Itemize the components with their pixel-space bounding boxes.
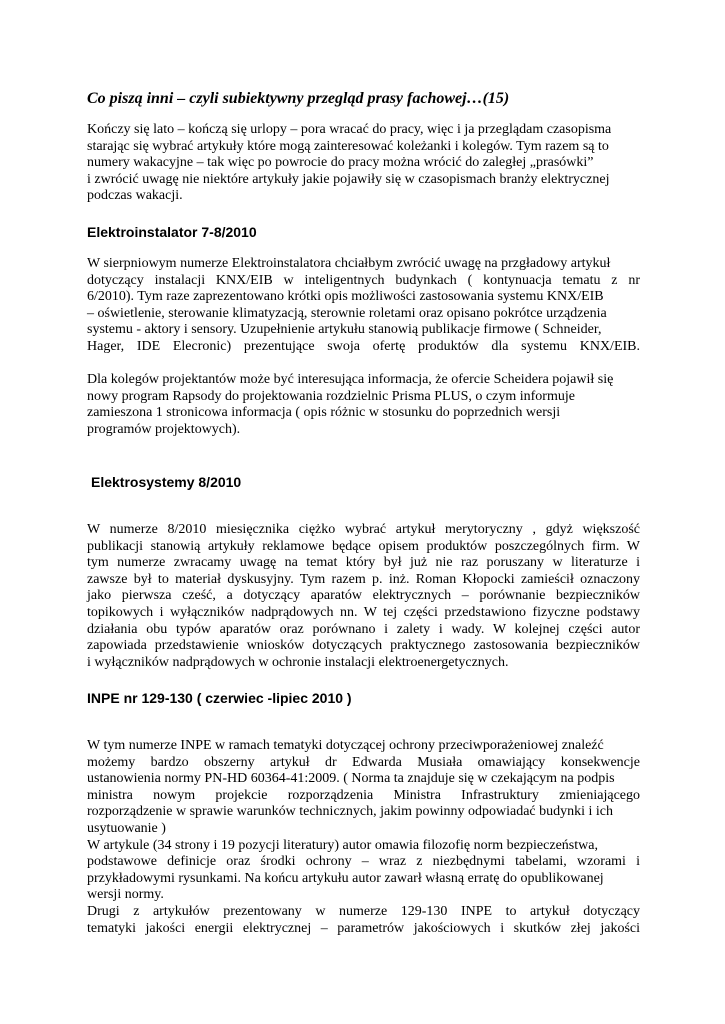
section-heading-inpe: INPE nr 129-130 ( czerwiec -lipiec 2010 ) xyxy=(87,690,352,706)
paragraph-line: i wyłączników nadprądowych w ochronie instalacji elektroenergetycznych. xyxy=(87,654,509,670)
paragraph-line: programów projektowych). xyxy=(87,421,241,437)
inpe-paragraph-2 xyxy=(87,838,640,904)
paragraph-line: Dla kolegów projektantów może być interesująca informacja, że ofercie Scheidera pojawił się xyxy=(87,372,614,387)
paragraph-line: dotyczący instalacji KNX/EIB w inteligentnych budynkach ( kontynuacja tematu z nr xyxy=(87,272,640,288)
page-title: Co piszą inni – czyli subiektywny przegląd prasy fachowej…(15) xyxy=(87,90,510,107)
paragraph-line: publikacji stanowią artykuły reklamowe będące opisem produktów poszczególnych firm. W xyxy=(87,538,640,554)
paragraph-line: systemu - aktory i sensory. Uzupełnienie artykułu stanowią publikacje firmowe ( Schneider, xyxy=(87,322,602,338)
paragraph-line: jako pierwsza cześć, a dotyczący aparatów elektrycznych – porównanie bezpieczników xyxy=(87,588,640,604)
section-heading-elektrosystemy: Elektrosystemy 8/2010 xyxy=(91,474,242,490)
paragraph-line: zapowiada przedstawienie wniosków dotyczących praktycznego zastosowania bezpieczników xyxy=(87,638,640,654)
paragraph-line: podstawowe definicje oraz środki ochrony – wraz z niezbędnymi tabelami, wzorami i xyxy=(87,854,640,870)
intro-line: starając się wybrać artykuły które mogą zainteresować koleżanki i kolegów. Tym razem są to xyxy=(87,138,609,154)
paragraph-line: zawsze był to materiał dyskusyjny. Tym razem p. inż. Roman Kłopocki zamieścił oznaczony xyxy=(87,571,640,587)
paragraph-line: tym numerze zwracamy uwagę na temat który był już nie raz poruszany w literaturze i xyxy=(87,555,640,571)
inpe-paragraph-1 xyxy=(87,738,640,838)
paragraph-line: działania obu typów aparatów oraz porównano i zalety i wady. W kolejnej części autor xyxy=(87,621,640,637)
paragraph-line: topikowych i wyłączników nadprądowych nn. W tej części przedstawiono fizyczne podstawy xyxy=(87,604,640,620)
paragraph-line: 6/2010). Tym raze zaprezentowano krótki opis możliwości zastosowania systemu KNX/EIB xyxy=(87,289,604,305)
paragraph-line: W sierpniowym numerze Elektroinstalatora chciałbym zwrócić uwagę na przgładowy artykuł xyxy=(87,256,611,271)
paragraph-line: Drugi z artykułów prezentowany w numerze 129-130 INPE to artykuł dotyczący xyxy=(87,904,640,919)
intro-line: numery wakacyjne – tak więc po powrocie do pracy można wrócić do zaległej „prasówki” xyxy=(87,155,594,171)
section-heading-elektroinstalator: Elektroinstalator 7-8/2010 xyxy=(87,224,257,240)
paragraph-line: zamieszona 1 stronicowa informacja ( opis różnic w stosunku do poprzednich wersji xyxy=(87,405,561,421)
paragraph-line: rozporządzenie w sprawie warunków technicznych, jakim powinny odpowiadać budynki i ich xyxy=(87,804,613,820)
paragraph-line: wersji normy. xyxy=(87,887,164,903)
elektroinstalator-paragraph-2 xyxy=(87,372,640,438)
paragraph-line: W artykule (34 strony i 19 pozycji literatury) autor omawia filozofię norm bezpieczeństwa, xyxy=(87,837,598,853)
paragraph-line: nowy program Rapsody do projektowania rozdzielnic Prisma PLUS, o czym informuje xyxy=(87,388,575,404)
inpe-paragraph-3 xyxy=(87,904,640,937)
elektrosystemy-paragraph xyxy=(87,522,640,671)
intro-line: Kończy się lato – kończą się urlopy – pora wracać do pracy, więc i ja przeglądam czasopisma xyxy=(87,122,612,137)
paragraph-line: W tym numerze INPE w ramach tematyki dotyczącej ochrony przeciwporażeniowej znaleźć xyxy=(87,738,604,753)
intro-line: podczas wakacji. xyxy=(87,188,183,204)
paragraph-line: możemy bardzo obszerny artykuł dr Edwarda Musiała omawiający konsekwencje xyxy=(87,754,640,770)
paragraph-line: przykładowymi rysunkami. Na końcu artykułu autor zawarł własną erratę do opublikowanej xyxy=(87,870,604,886)
paragraph-line: – oświetlenie, sterowanie klimatyzacją, sterownie roletami oraz opisano pokrótce urządzenia xyxy=(87,305,607,321)
elektroinstalator-paragraph-1 xyxy=(87,256,640,356)
paragraph-line: W numerze 8/2010 miesięcznika ciężko wybrać artykuł merytoryczny , gdyż większość xyxy=(87,522,640,537)
paragraph-line: ministra nowym projekcie rozporządzenia Ministra Infrastruktury zmieniającego xyxy=(87,787,640,803)
paragraph-line: usytuowanie ) xyxy=(87,820,166,836)
paragraph-line: Hager, IDE Elecronic) prezentujące swoja ofertę produktów dla systemu KNX/EIB. xyxy=(87,338,640,354)
paragraph-line: ustanowienia normy PN-HD 60364-41:2009. ( Norma ta znajduje się w czekającym na podpis xyxy=(87,771,615,787)
intro-line: i zwrócić uwagę nie niektóre artykuły jakie pojawiły się w czasopismach branży elektrycznej xyxy=(87,171,610,187)
intro-paragraph xyxy=(87,122,640,205)
paragraph-line: tematyki jakości energii elektrycznej – parametrów jakościowych i skutków złej jakości xyxy=(87,920,640,936)
